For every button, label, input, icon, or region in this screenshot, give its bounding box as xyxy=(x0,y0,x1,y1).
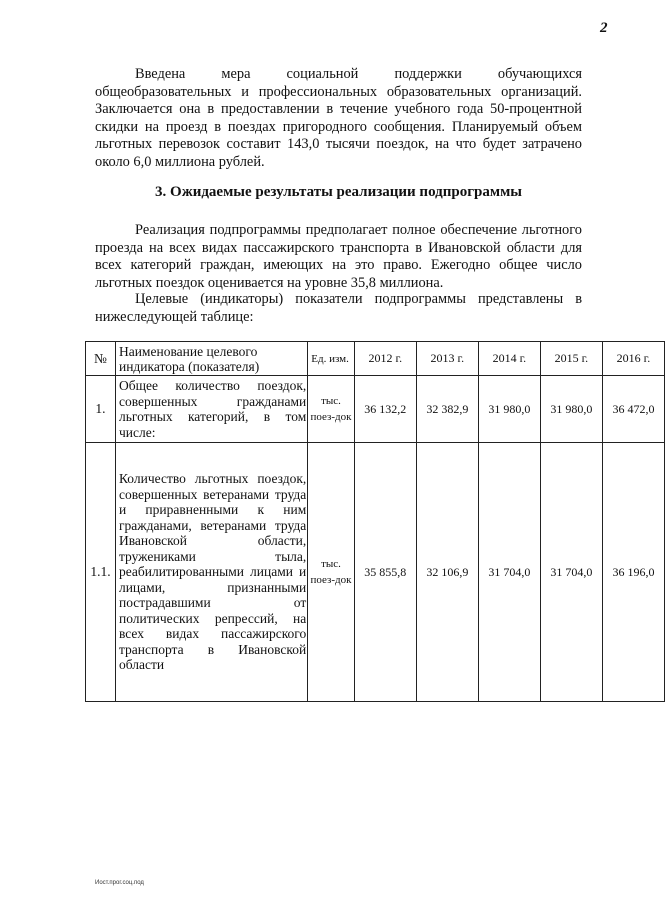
paragraph-social-support: Введена мера социальной поддержки обучающихся общеобразовательных и профессиональных образовательных организаций. Заключается она в предоставлении в течение учебного года 50-процентной скидки на проезд в поездах пригородного сообщения. Планируемый объем льготных перевозок составит 143,0 тысячи поездок, на что будет затрачено около 6,0 миллиона рублей. xyxy=(95,66,582,170)
row-value-2015: 31 704,0 xyxy=(540,443,602,702)
paragraph-indicators-intro: Целевые (индикаторы) показатели подпрограммы представлены в нижеследующей таблице: xyxy=(95,291,582,325)
row-indicator-name: Общее количество поездок, совершенных гражданами льготных категорий, в том числе: xyxy=(115,376,307,443)
header-2012: 2012 г. xyxy=(354,342,416,376)
section-heading: 3. Ожидаемые результаты реализации подпрограммы xyxy=(154,184,523,200)
row-value-2014: 31 704,0 xyxy=(478,443,540,702)
table-header-row xyxy=(86,342,665,376)
row-value-2014: 31 980,0 xyxy=(478,376,540,443)
header-indicator-name: Наименование целевого индикатора (показателя) xyxy=(115,342,307,376)
row-value-2013: 32 382,9 xyxy=(416,376,478,443)
table-row xyxy=(86,376,665,443)
indicators-table xyxy=(85,341,665,702)
table-row xyxy=(86,443,665,702)
row-number: 1. xyxy=(86,376,116,443)
header-number: № xyxy=(86,342,116,376)
header-2015: 2015 г. xyxy=(540,342,602,376)
row-indicator-name: Количество льготных поездок, совершенных ветеранами труда и приравненными к ним гражданами, ветеранами труда Ивановской области, тружениками тыла, реабилитированными лицами и лицами, признанными пострадавшими от политических репрессий, на всех видах пассажирского транспорта в Ивановской области xyxy=(115,443,307,702)
row-number: 1.1. xyxy=(86,443,116,702)
row-value-2016: 36 196,0 xyxy=(602,443,664,702)
row-value-2012: 35 855,8 xyxy=(354,443,416,702)
row-value-2013: 32 106,9 xyxy=(416,443,478,702)
page-number: 2 xyxy=(600,20,608,36)
header-2016: 2016 г. xyxy=(602,342,664,376)
indicators-table-wrapper xyxy=(85,341,655,702)
row-unit: тыс. поез-док xyxy=(308,443,355,702)
header-2014: 2014 г. xyxy=(478,342,540,376)
paragraph-implementation: Реализация подпрограммы предполагает полное обеспечение льготного проезда на всех видах пассажирского транспорта в Ивановской области для всех категорий граждан, имеющих на это право. Ежегодно общее число льготных поездок оценивается на уровне 35,8 миллиона. xyxy=(95,222,582,291)
header-2013: 2013 г. xyxy=(416,342,478,376)
row-value-2012: 36 132,2 xyxy=(354,376,416,443)
row-value-2015: 31 980,0 xyxy=(540,376,602,443)
row-value-2016: 36 472,0 xyxy=(602,376,664,443)
footer-file-label: Иост.прог.соц.под xyxy=(95,880,144,886)
header-unit: Ед. изм. xyxy=(308,342,355,376)
row-unit: тыс. поез-док xyxy=(308,376,355,443)
